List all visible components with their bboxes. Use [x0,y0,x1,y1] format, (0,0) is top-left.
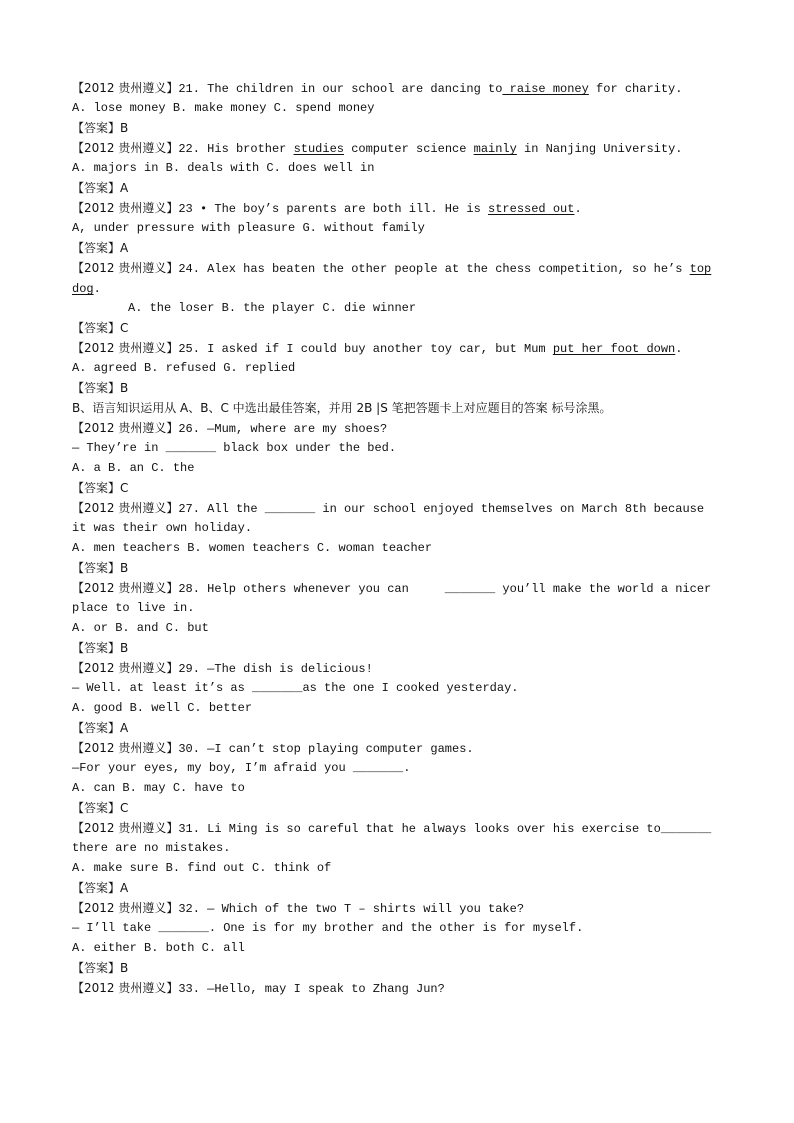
question-30-dialog: —For your eyes, my boy, I’m afraid you _______. [72,761,411,775]
answer-29: 【答案】A [72,721,129,735]
question-30 [72,738,722,758]
options-28: A. or B. and C. but [72,621,209,635]
options-26: A. a B. an C. the [72,461,195,475]
question-text: 27. All the _______ in our school enjoyed themselves on March 8th because [178,502,705,516]
source-tag: 【2012 贵州遵义】 [72,421,179,435]
options-23: A, under pressure with pleasure G. without family [72,221,425,235]
options-24: A. the loser B. the player C. die winner [128,301,417,315]
underlined-word: studies [293,142,344,156]
question-23 [72,198,722,218]
source-tag: 【2012 贵州遵义】 [72,261,179,275]
answer-27: 【答案】B [72,561,129,575]
options-21: A. lose money B. make money C. spend money [72,101,375,115]
source-tag: 【2012 贵州遵义】 [72,581,179,595]
question-text-end: . [675,342,683,356]
answer-28: 【答案】B [72,641,129,655]
answer-21: 【答案】B [72,121,129,135]
question-text: 33. —Hello, may I speak to Zhang Jun? [178,982,445,996]
question-28 [72,578,722,598]
question-32-dialog: — I’ll take _______. One is for my brother and the other is for myself. [72,921,584,935]
source-tag: 【2012 贵州遵义】 [72,341,179,355]
question-text: 32. — Which of the two T – shirts will you take? [178,902,525,916]
question-text: 24. Alex has beaten the other people at the chess competition, so he’s [178,262,690,276]
source-tag: 【2012 贵州遵义】 [72,741,179,755]
question-21 [72,78,722,98]
answer-24: 【答案】C [72,321,129,335]
underlined-word: dog [72,282,94,296]
question-24 [72,258,722,278]
question-text-end: . [574,202,582,216]
answer-25: 【答案】B [72,381,129,395]
source-tag: 【2012 贵州遵义】 [72,201,179,215]
source-tag: 【2012 贵州遵义】 [72,661,179,675]
underlined-phrase: put her foot down [552,342,676,356]
question-27-cont: it was their own holiday. [72,521,253,535]
answer-30: 【答案】C [72,801,129,815]
question-26-dialog: — They’re in _______ black box under the bed. [72,441,397,455]
source-tag: 【2012 贵州遵义】 [72,81,179,95]
options-30: A. can B. may C. have to [72,781,245,795]
question-31-cont: there are no mistakes. [72,841,231,855]
source-tag: 【2012 贵州遵义】 [72,141,179,155]
underlined-phrase: raise money [502,82,589,96]
source-tag: 【2012 贵州遵义】 [72,901,179,915]
options-29: A. good B. well C. better [72,701,253,715]
question-25 [72,338,722,358]
answer-32: 【答案】B [72,961,129,975]
options-32: A. either B. both C. all [72,941,245,955]
source-tag: 【2012 贵州遵义】 [72,501,179,515]
question-22 [72,138,722,158]
question-31 [72,818,722,838]
answer-22: 【答案】A [72,181,129,195]
question-text: 30. —I can’t stop playing computer games. [178,742,474,756]
question-text-end: for charity. [588,82,683,96]
options-22: A. majors in B. deals with C. does well in [72,161,375,175]
options-31: A. make sure B. find out C. think of [72,861,332,875]
question-text-mid: computer science [344,142,474,156]
source-tag: 【2012 贵州遵义】 [72,821,179,835]
source-tag: 【2012 贵州遵义】 [72,981,179,995]
question-29-dialog: — Well. at least it’s as _______as the one I cooked yesterday. [72,681,519,695]
answer-31: 【答案】A [72,881,129,895]
question-text: 21. The children in our school are dancing to [178,82,503,96]
answer-26: 【答案】C [72,481,129,495]
question-24-cont [72,278,722,298]
question-26 [72,418,722,438]
question-text: 26. —Mum, where are my shoes? [178,422,388,436]
question-29 [72,658,722,678]
section-b-instructions: B、语言知识运用从 A、B、C 中选出最佳答案，并用 2B |S 笔把答题卡上对应题目的答案 标号涂黑。 [72,401,612,415]
question-text: 25. I asked if I could buy another toy car, but Mum [178,342,553,356]
question-text-end: in Nanjing University. [516,142,683,156]
options-25: A. agreed B. refused G. replied [72,361,296,375]
question-text: 31. Li Ming is so careful that he always looks over his exercise to_______ [178,822,712,836]
question-28-cont: place to live in. [72,601,195,615]
exam-document [72,78,722,998]
question-text: 29. —The dish is delicious! [178,662,373,676]
underlined-word: top [689,262,712,276]
question-text: 22. His brother [178,142,294,156]
underlined-word: mainly [473,142,517,156]
question-text-end: . [93,282,101,296]
question-32 [72,898,722,918]
question-text: 23 • The boy’s parents are both ill. He is [178,202,489,216]
question-text: 28. Help others whenever you can _______ you’ll make the world a nicer [178,582,712,596]
question-33 [72,978,722,998]
underlined-phrase: stressed out [488,202,575,216]
answer-23: 【答案】A [72,241,129,255]
question-27 [72,498,722,518]
options-27: A. men teachers B. women teachers C. woman teacher [72,541,433,555]
